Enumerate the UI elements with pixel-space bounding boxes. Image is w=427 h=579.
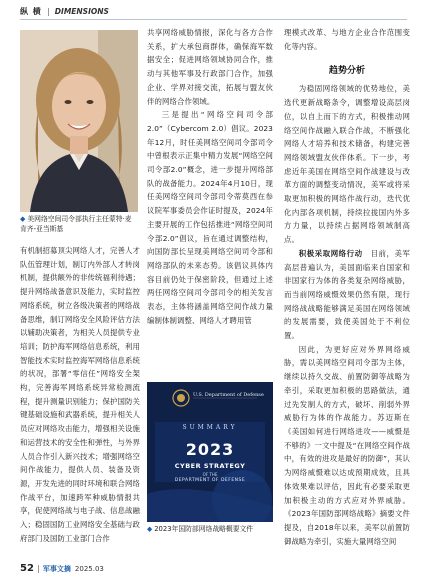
section-name-cn: 纵 横 (20, 7, 42, 16)
caption-bullet-icon: ◆ (20, 215, 26, 223)
col3-paragraph-1: 理模式改革、与地方企业合作范围变化等内容。 (284, 28, 410, 51)
cover-caption-text: 2023年国防部网络战略概要文件 (154, 525, 254, 533)
cover-summary: SUMMARY (182, 424, 238, 431)
photo-caption-text: 美网络空间司令部执行主任蒙特·麦肯齐-亚当斯基 (20, 215, 132, 233)
col3-paragraph-3 (284, 247, 410, 343)
cover-agency: U.S. Department of Defense (193, 392, 264, 398)
cover-of-the: OF THE (202, 472, 218, 477)
header-rule (20, 19, 407, 20)
col2-paragraph-2: 三是提出“网络空间司令部2.0”（Cybercom 2.0）倡议。2023年12月，时任美网络空间司令部司令中曾根表示正集中精力发展“网络空间司令部2.0”概念，进一步提升网络部队的战备能力。2024年4月10日，现任美网络空间司令部司令蒂莫西在参议院军事委员会作证时提及，2024年主要开展的工作包括推进“网络空间司令部2.0”倡议，旨在通过调整结构，向国防部长呈现美网络空间司令部和网络部队的未来态势。该倡议具体内容目前仍处于保密阶段，但通过上述两任网络空间司令部司令的相关发言表态，主体将涵盖网络空间作战力量编制体制调整、网络人才聘用管 (147, 110, 273, 325)
col1-paragraph: 有机制招募顶尖网络人才，完善人才队伍管理计划，制订内外部人才转岗机制，提供额外的非传统福利待遇；提升网络战备意识及能力，实时监控网络系统，树立各级决策者的网络战备思维，制订网络安全风险评估方法以辅助决策者，为相关人员提供专业培训；防护海军网络信息系统，利用智能技术实时监控海军网络信息系统的状况，部署“零信任”网络安全架构，完善海军网络系统异常检测流程，提升测量识别能力；保护国防关键基础设施和武器系统，提升相关人员应对网络攻击能力，增强相关设施和运营技术的安全性和弹性，与外界人员合作引入新兴技术；增强网络空间作战能力，提供人员、装备及资源，开发先进的同时环境和联合网络作战平台，加速跨军种威胁情报共享，促使网络战与电子战、信息战融入；稳固国防工业网络安全基础与政府部门及国防工业部门合作 (20, 246, 140, 543)
column-1 (20, 244, 140, 545)
col3-paragraph-2: 为稳固网络领域的优势地位，美选代更新战略条令，调整增设高层岗位，以自上而下的方式，积极推动网络空间作战融入联合作战，不断强化网络人才培养和技术储备，构建完善网络领域盟友伙伴体系。下一步，考虑近年美国在网络空间作战建设与改革方面的调整变动情况，美军或将采取更加积极的网络作战行动，迭代优化内部各项机制，持续拉拢国内外多方力量，以持续占据网络领域制高点。 (284, 84, 410, 245)
magazine-name: 军事文摘 (42, 564, 71, 573)
cover-caption (147, 524, 273, 534)
strategy-cover-image (147, 382, 273, 522)
section-name-en: DIMENSIONS (54, 7, 109, 16)
col3-paragraph-3-body: 目前，美军高层普遍认为，美国面临来自国家和非国家行为体的各类复杂网络威胁，而当前网络威慑效果仍然有限，现行网络战战略能够满足美国在网络领域的发展需要，致使美国处于不利位置。 (284, 248, 410, 341)
page-footer (20, 563, 104, 574)
issue-date: 2025.03 (74, 564, 104, 573)
col3-paragraph-3-lead: 积极采取网络行动 (298, 248, 363, 258)
photo-caption (20, 214, 138, 234)
section-heading: 趋势分析 (328, 66, 365, 77)
column-2 (147, 26, 273, 327)
cover-year: 2023 (185, 440, 235, 459)
column-3 (284, 26, 410, 548)
cover-title: CYBER STRATEGY (174, 462, 246, 470)
portrait-photo (20, 30, 138, 212)
footer-separator (38, 565, 39, 573)
col2-paragraph-1: 共享网络威胁情报，深化与各方合作关系，扩大承包商群体，确保海军数据安全；促进网络领域协同合作，推动与其他军事及行政部门合作，加强企业、学界对接交流，拓展与盟友伙伴的网络合作领域。 (147, 28, 273, 106)
page-number: 52 (20, 563, 34, 574)
cover-caption-bullet-icon: ◆ (147, 525, 153, 533)
col3-paragraph-4: 因此，为更好应对外界网络威胁，需以美网络空间司令部为主体，继续以持久交战、前置防御等战略为牵引，采取更加积极的思路做法，通过先发制人的方式，破坏、削弱外界威胁行为体的作战能力。苏迈斯在《美国如何进行网络进攻——威慑是不够的》一文中提及“在网络空间作战中，有效的进攻是最好的防御”，其认为网络威慑难以达成预期成效，且具体效果难以评估，因此有必要采取更加积极主动的方式应对外界威胁。《2023年国防部网络战略》摘要文件提及，自2018年以来，美军以前置防御战略为牵引，实施大量网络空间 (284, 344, 410, 546)
cover-dept: DEPARTMENT OF DEFENSE (174, 478, 246, 483)
page-header (0, 0, 427, 22)
header-separator (48, 8, 49, 16)
